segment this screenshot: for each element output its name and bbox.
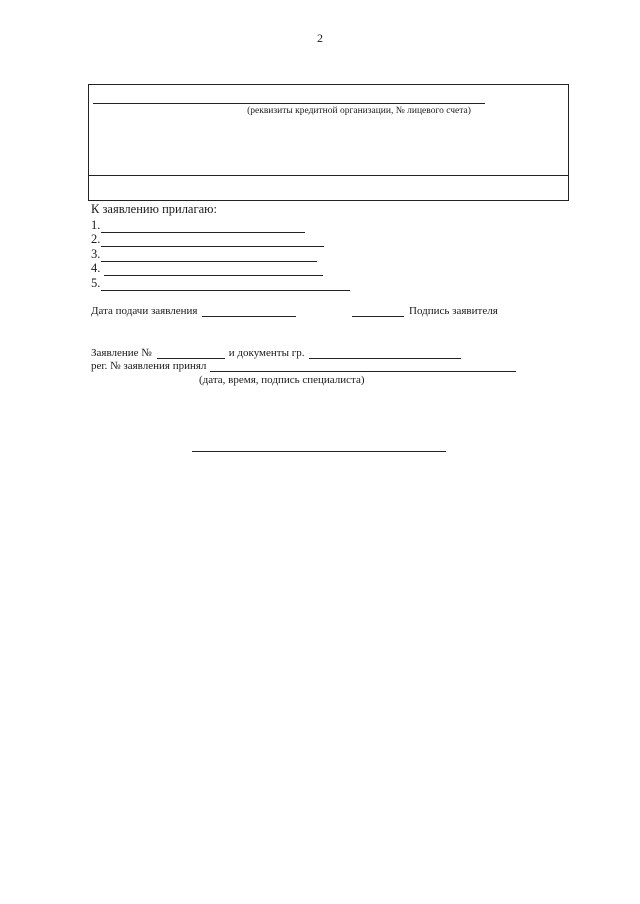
documents-label: и документы гр. <box>228 347 305 359</box>
requisites-caption: (реквизиты кредитной организации, № лицевого счета) <box>247 106 471 116</box>
attachment-blank-line <box>101 278 350 291</box>
statement-number-blank-line <box>157 347 225 359</box>
attachment-item-5 <box>91 276 350 291</box>
registration-row <box>91 360 516 372</box>
acceptance-caption: (дата, время, подпись специалиста) <box>199 374 365 386</box>
attachment-item-number: 2. <box>91 232 101 246</box>
date-label: Дата подачи заявления <box>91 305 198 317</box>
attachment-item-4 <box>91 261 323 276</box>
date-blank-line <box>202 305 296 317</box>
registration-label: рег. № заявления принял <box>91 360 207 372</box>
signature-row <box>352 305 498 317</box>
citizen-name-blank-line <box>309 347 461 359</box>
attachment-item-number: 3. <box>91 247 101 261</box>
attachment-item-3 <box>91 247 317 262</box>
bottom-separator-line <box>192 451 446 452</box>
registration-blank-line <box>210 360 516 372</box>
attachment-item-2 <box>91 232 324 247</box>
statement-row <box>91 347 461 359</box>
attachment-item-number: 5. <box>91 276 101 290</box>
requisites-divider <box>89 175 568 176</box>
signature-label: Подпись заявителя <box>409 305 498 317</box>
requisites-box <box>88 84 569 201</box>
statement-label: Заявление № <box>91 347 152 359</box>
attachment-blank-line <box>101 234 324 247</box>
attachment-item-number: 4. <box>91 261 101 275</box>
attachments-title: К заявлению прилагаю: <box>91 202 217 216</box>
attachment-item-1 <box>91 218 305 233</box>
attachment-item-number: 1. <box>91 218 101 232</box>
page-number: 2 <box>317 31 323 45</box>
date-row <box>91 305 296 317</box>
signature-blank-line <box>352 305 404 317</box>
attachment-blank-line <box>104 263 323 276</box>
requisites-underline <box>93 103 485 104</box>
